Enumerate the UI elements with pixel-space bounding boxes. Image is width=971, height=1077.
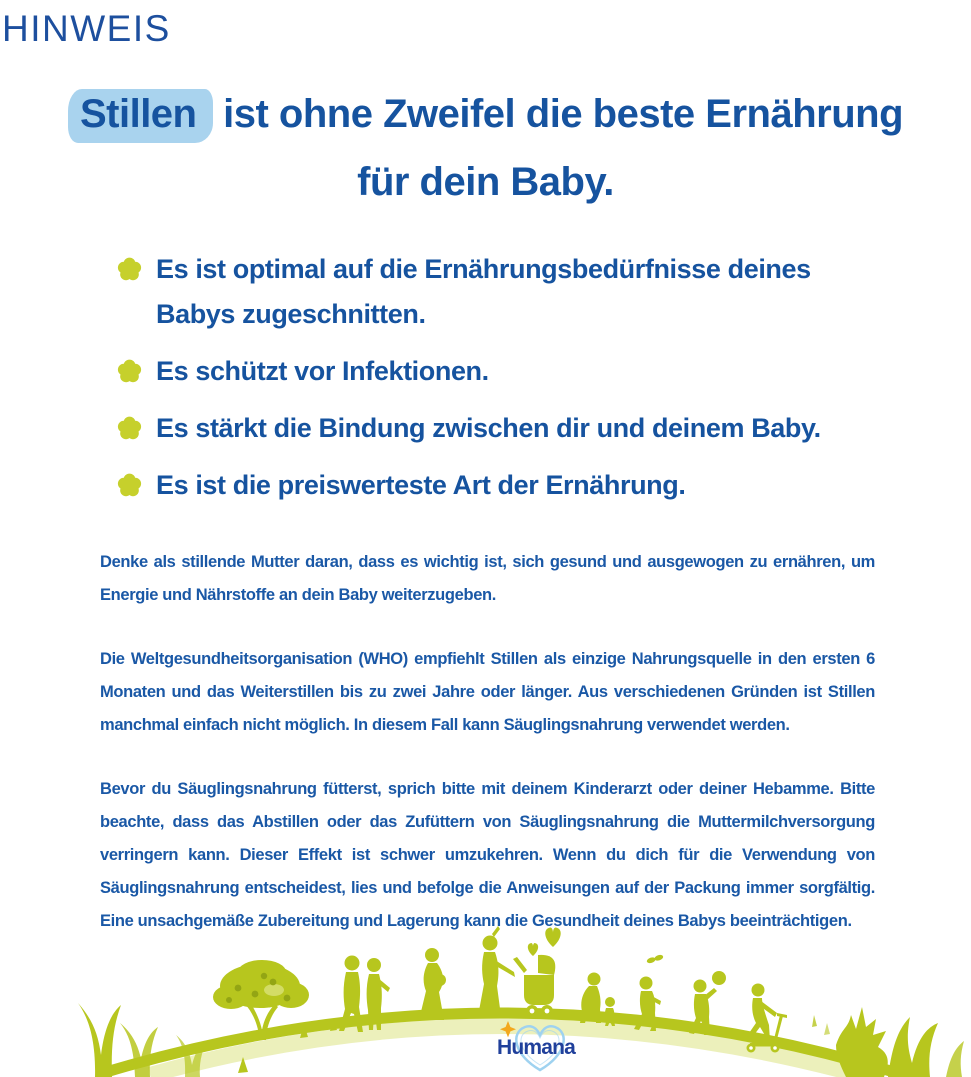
flower-bullet-icon — [116, 415, 143, 442]
heading-highlight: Stillen — [68, 89, 213, 143]
humana-logo — [478, 1016, 598, 1077]
mother-with-pram — [478, 926, 555, 1017]
heading-line-1-rest: ist ohne Zweifel die beste Ernährung — [212, 92, 904, 136]
grass-right — [836, 1007, 964, 1077]
page-label: HINWEIS — [2, 8, 171, 49]
list-item-text: Es ist die preiswerteste Art der Ernährung. — [156, 470, 686, 500]
star-icon — [500, 1021, 516, 1037]
ball — [712, 971, 726, 985]
heading-line-2: für dein Baby. — [357, 160, 614, 204]
flower-bullet-icon — [116, 472, 143, 499]
paragraph-formula-advice: Bevor du Säuglingsnahrung fütterst, sprich bitte mit deinem Kinderarzt oder deiner Hebamme. Bitte beachte, dass das Abstillen oder das Zufüttern von Säuglingsnahrung die Muttermilchversorgung verringern kann. Dieser Effekt ist schwer umzukehren. Wenn du dich für die Verwendung von Säuglingsnahrung entscheidest, lies und befolge die Anweisungen auf der Packung immer sorgfältig. Eine unsachgemäße Zubereitung und Lagerung kann die Gesundheit deines Babys beeinträchtigen. — [100, 780, 875, 930]
list-item — [116, 463, 896, 508]
paragraph-who-recommendation: Die Weltgesundheitsorganisation (WHO) empfiehlt Stillen als einzige Nahrungsquelle in den ersten 6 Monaten und das Weiterstillen bis zu zwei Jahre oder länger. Aus verschiedenen Gründen ist Stillen manchmal einfach nicht möglich. In diesem Fall kann Säuglingsnahrung verwendet werden. — [100, 650, 875, 734]
paragraph-breastfeeding-mother: Denke als stillende Mutter daran, dass es wichtig ist, sich gesund und ausgewogen zu ernähren, um Energie und Nährstoffe an dein Baby weiterzugeben. — [100, 553, 875, 604]
butterfly-icon — [646, 954, 664, 964]
hearts — [528, 928, 561, 956]
main-heading — [0, 80, 971, 216]
benefits-list — [116, 247, 896, 520]
child-with-ball — [689, 971, 726, 1035]
flower-bullet-icon — [116, 256, 143, 283]
flower-bullet-icon — [116, 358, 143, 385]
brand-name: Humana — [496, 1036, 576, 1059]
body-text — [100, 546, 875, 969]
list-item-text: Es schützt vor Infektionen. — [156, 356, 489, 386]
list-item-text: Es ist optimal auf die Ernährungsbedürfnisse deines Babys zugeschnitten. — [156, 254, 811, 329]
sprigs — [812, 1015, 830, 1035]
list-item — [116, 247, 896, 337]
list-item — [116, 349, 896, 394]
list-item — [116, 406, 896, 451]
heading-line-1 — [0, 80, 971, 148]
list-item-text: Es stärkt die Bindung zwischen dir und deinem Baby. — [156, 413, 821, 443]
pregnant-woman — [419, 948, 446, 1020]
